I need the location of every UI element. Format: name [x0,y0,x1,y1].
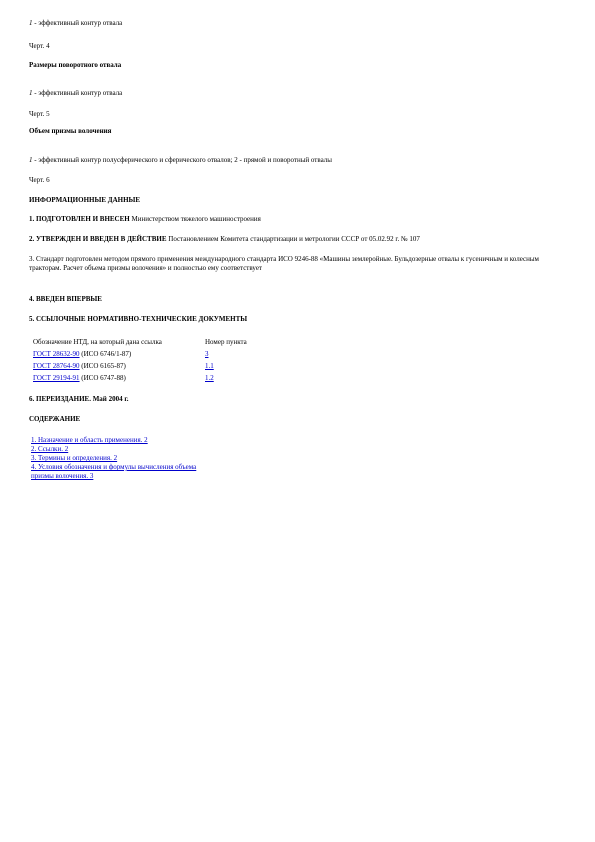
info-item-1 [29,215,261,224]
section-heading-prism: Объем призмы волочения [29,127,112,135]
info-item-2-text: Постановлением Комитета стандартизации и метрологии СССР от 05.02.92 г. № 107 [166,235,420,243]
figure-label-4: Черт. 4 [29,42,50,50]
table-row: ГОСТ 28632-90 (ИСО 6746/1-87) 3 [33,350,209,358]
info-item-1-head: 1. ПОДГОТОВЛЕН И ВНЕСЕН [29,215,130,223]
references-table [31,336,277,384]
figure-label-6: Черт. 6 [29,176,50,184]
header-doc: Обозначение НТД, на который дана ссылка [33,338,162,346]
figure-caption-legend-1: 1 - эффективный контур отвала [29,19,123,27]
info-item-3: 3. Стандарт подготовлен методом прямого применения международного стандарта ИСО 9246-88 «Машины землеройные. Бульдозерные отвалы к гусеничным и колесным тракторам. Расчет объема призмы волочения» и полностью ему соответствует [29,255,539,272]
toc-link-4-cont[interactable]: призмы волочения. 3 [31,472,94,480]
figure-caption-legend-2: 1 - эффективный контур отвала [29,89,123,97]
clause-link-1-2[interactable]: 1.2 [205,374,214,382]
ref-link-gost-29194[interactable]: ГОСТ 29194-91 [33,374,80,382]
table-of-contents [31,436,196,481]
ref-link-gost-28632[interactable]: ГОСТ 28632-90 [33,350,80,358]
toc-link-4[interactable]: 4. Условия обозначения и формулы вычисления объема [31,463,197,471]
toc-link-3[interactable]: 3. Термины и определения. 2 [31,454,118,462]
toc-link-1[interactable]: 1. Назначение и область применения. 2 [31,436,148,444]
info-title: ИНФОРМАЦИОННЫЕ ДАННЫЕ [29,196,141,204]
references-table-header [31,336,277,348]
table-row: ГОСТ 28764-90 (ИСО 6165-87) 1.1 [33,362,214,370]
clause-link-3[interactable]: 3 [205,350,209,358]
info-item-4: 4. ВВЕДЕН ВПЕРВЫЕ [29,295,102,303]
table-row: ГОСТ 29194-91 (ИСО 6747-88) 1.2 [33,374,214,382]
info-item-5: 5. ССЫЛОЧНЫЕ НОРМАТИВНО-ТЕХНИЧЕСКИЕ ДОКУМЕНТЫ [29,315,248,323]
toc-title: СОДЕРЖАНИЕ [29,415,81,423]
section-heading-turn-blade: Размеры поворотного отвала [29,61,122,69]
info-item-6: 6. ПЕРЕИЗДАНИЕ. Май 2004 г. [29,395,129,403]
info-item-1-text: Министерством тяжелого машиностроения [129,215,261,223]
figure-label-5: Черт. 5 [29,110,50,118]
info-item-2 [29,235,420,244]
toc-link-2[interactable]: 2. Ссылки. 2 [31,445,69,453]
clause-link-1-1[interactable]: 1.1 [205,362,214,370]
info-item-2-head: 2. УТВЕРЖДЕН И ВВЕДЕН В ДЕЙСТВИЕ [29,235,167,243]
ref-link-gost-28764[interactable]: ГОСТ 28764-90 [33,362,80,370]
figure-caption-legend-3: 1 - эффективный контур полусферического и сферического отвалов; 2 - прямой и поворотный отвалы [29,156,332,164]
header-clause: Номер пункта [205,338,247,346]
